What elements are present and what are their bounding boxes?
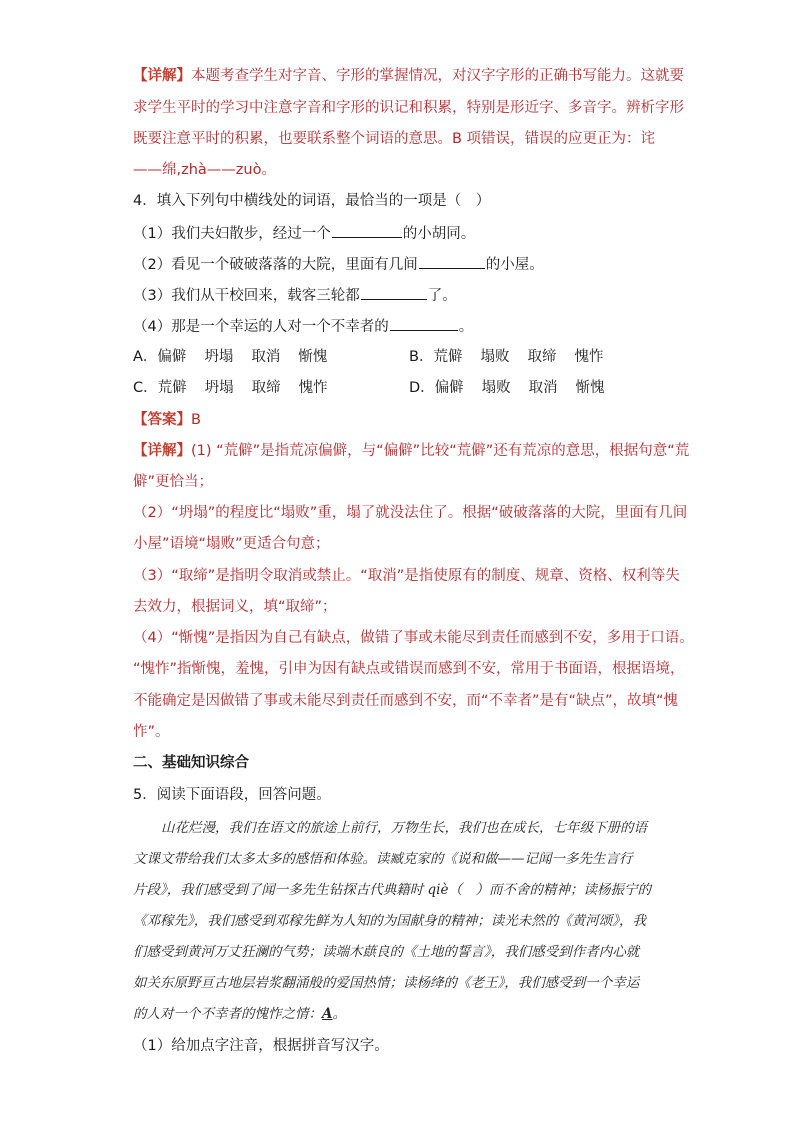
q4-detail-1: 【详解】(1) “荒僻”是指荒凉偏僻，与“偏僻”比较“荒僻”还有荒凉的意思，根据句意“荒 [133, 443, 690, 459]
answer-line [133, 410, 201, 430]
q4-sentence-2: （2）看见一个破破落落的大院，里面有几间 的小屋。 [133, 254, 544, 275]
underlined-marker: A [322, 1006, 333, 1022]
q4-detail-3-cont: 去效力，根据词义，填“取缔”； [133, 599, 337, 615]
q4-sentence-1: （1）我们夫妇散步，经过一个 的小胡同。 [133, 223, 475, 244]
q4-detail-2: （2）“坍塌”的程度比“塌败”重，塌了就没法住了。根据“破破落落的大院，里面有几间 [133, 505, 688, 521]
passage-line-7: 的人对一个不幸者的愧怍之情：A。 [133, 1006, 346, 1022]
answer-tag: 【答案】 [133, 412, 191, 428]
q4-sentence-3: （3）我们从干校回来，载客三轮都 了。 [133, 285, 457, 306]
q4-detail-3: （3）“取缔”是指明令取消或禁止。“取消”是指使原有的制度、规章、资格、权利等失 [133, 568, 680, 584]
question-5-stem: 5．阅读下面语段，回答问题。 [133, 787, 331, 803]
option-d: D．偏僻 塌败 取消 惭愧 [409, 380, 605, 396]
option-b: B．荒僻 塌败 取缔 愧怍 [409, 349, 604, 365]
q4-detail-4: （4）“惭愧”是指因为自己有缺点，做错了事或未能尽到责任而感到不安，多用于口语。 [133, 630, 694, 646]
detail-intro-line-1 [133, 66, 684, 86]
q4-sentence-4: （4）那是一个幸运的人对一个不幸者的 。 [133, 316, 473, 337]
detail-text: 本题考查学生对字音、字形的掌握情况，对汉字字形的正确书写能力。这就要 [191, 68, 684, 84]
detail-intro-line-4: ——绵,zhà——zuò。 [133, 162, 276, 178]
q5-subquestion-1: （1）给加点字注音，根据拼音写汉字。 [133, 1038, 389, 1054]
detail-intro-line-3: 既要注意平时的积累，也要联系整个词语的意思。B 项错误，错误的应更正为：诧 [133, 131, 656, 147]
answer-value: B [191, 412, 201, 428]
passage-line-2: 文课文带给我们太多太多的感悟和体验。读臧克家的《说和做——记闻一多先生言行 [133, 851, 633, 867]
answer-blank [361, 285, 427, 300]
passage-line-4: 《邓稼先》，我们感受到邓稼先鲜为人知的为国献身的精神；读光未然的《黄河颂》，我 [133, 913, 646, 929]
detail-intro-line-2: 求学生平时的学习中注意字音和字形的识记和积累，特别是形近字、多音字。辨析字形 [133, 100, 684, 116]
detail-tag: 【详解】 [133, 443, 191, 459]
section-heading: 二、基础知识综合 [133, 755, 249, 771]
passage-line-6: 如关东原野亘古地层岩浆翻涌般的爱国热情；读杨绛的《老王》，我们感受到一个幸运 [133, 975, 640, 991]
q4-detail-4-cont-1: “愧怍”指惭愧，羞愧，引申为因有缺点或错误而感到不安，常用于书面语，根据语境， [133, 661, 685, 677]
answer-blank [419, 254, 485, 269]
answer-blank [332, 223, 402, 238]
answer-blank [390, 316, 458, 331]
q4-detail-1-cont: 僻”更恰当； [133, 474, 214, 490]
detail-tag: 【详解】 [133, 68, 191, 84]
passage-line-1: 山花烂漫，我们在语文的旅途上前行，万物生长，我们也在成长，七年级下册的语 [161, 820, 647, 836]
question-4-stem: 4．填入下列句中横线处的词语，最恰当的一项是（ ） [133, 193, 491, 209]
q4-detail-4-cont-3: 怍”。 [133, 724, 170, 740]
q4-detail-4-cont-2: 不能确定是因做错了事或未能尽到责任而感到不安，而“不幸者”是有“缺点”，故填“愧 [133, 693, 679, 709]
passage-line-3: 片段》，我们感受到了闻一多先生钻探古代典籍时 qiè（ ）而不舍的精神；读杨振宁的 [133, 882, 651, 898]
option-a: A．偏僻 坍塌 取消 惭愧 [133, 349, 328, 365]
q4-detail-2-cont: 小屋”语境“塌败”更适合句意； [133, 536, 330, 552]
passage-line-5: 们感受到黄河万丈狂澜的气势；读端木蕻良的《土地的誓言》，我们感受到作者内心就 [133, 944, 640, 960]
option-c: C．荒僻 坍塌 取缔 愧怍 [133, 380, 328, 396]
